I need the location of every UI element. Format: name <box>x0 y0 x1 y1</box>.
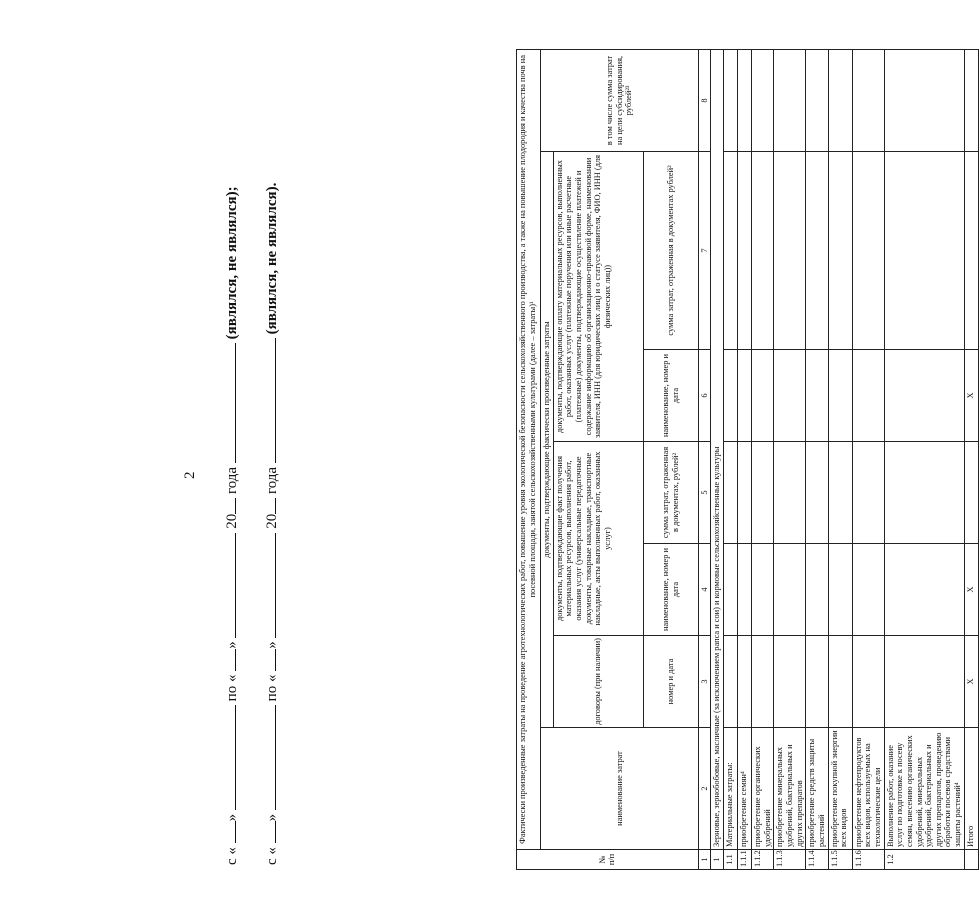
header-number-date: номер и дата <box>643 636 698 728</box>
year-blank <box>262 498 276 514</box>
month-blank <box>222 533 236 638</box>
row-cell <box>774 544 806 636</box>
row-cell <box>884 49 964 151</box>
year-word: года <box>264 466 280 495</box>
table-body <box>723 49 964 869</box>
table-row <box>852 49 884 869</box>
year-prefix: 20 <box>264 513 280 529</box>
row-cell <box>774 442 806 544</box>
row-cell <box>751 544 773 636</box>
year-word: года <box>224 466 240 495</box>
row-cell <box>852 442 884 544</box>
header-docs-receipt: документы, подтверждающие факт получения материальных ресурсов, выполнения работ, оказания услуг (универсальные передаточные документы, товарные накладные, транспортные накладные, акты выполненных работ, оказанных услуг) <box>553 442 643 636</box>
row-cell <box>723 636 737 728</box>
quote-close: » <box>264 813 280 822</box>
row-cell <box>723 442 737 544</box>
row-cell <box>884 544 964 636</box>
row-cell <box>806 544 828 636</box>
day-blank <box>222 821 236 843</box>
header-no: № п/п <box>517 850 699 870</box>
row-cell <box>737 442 751 544</box>
row-cell <box>806 152 828 350</box>
row-cell <box>828 442 852 544</box>
period-line-1 <box>222 186 241 865</box>
row-number: 1.1.2 <box>751 850 773 870</box>
row-name: Материальные затраты: <box>723 728 737 850</box>
row-cell <box>723 152 737 350</box>
day-blank <box>262 821 276 843</box>
header-docs-payment: документы, подтверждающие оплату материальных ресурсов, выполненных работ, оказанных услуг (платежные поручения или иные расчетные (платежные) документы, подтверждающие осуществление платежей и содержание информацию об организационно-правовой форме, наименовании заявителя, ИНН (для юридических лиц) и о статусе заявителя, ФИО, ИНН (для физических лиц)) <box>553 152 643 442</box>
table-row <box>723 49 737 869</box>
row-cell <box>806 442 828 544</box>
status-text: (являлся, не являлся). <box>264 182 280 335</box>
from-label: с « <box>224 847 240 865</box>
row-cell <box>723 544 737 636</box>
row-cell <box>737 49 751 151</box>
total-cell <box>964 152 978 350</box>
status-text: (являлся, не являлся); <box>224 186 240 340</box>
total-no <box>964 850 978 870</box>
section-no: 1 <box>711 850 724 870</box>
row-cell <box>737 544 751 636</box>
header-sum-costs: сумма затрат, отраженная в документах, рублей² <box>643 442 698 544</box>
quote-close: » <box>264 641 280 649</box>
table-row <box>806 49 828 869</box>
row-cell <box>852 636 884 728</box>
from-label: с « <box>264 847 280 865</box>
row-cell <box>806 350 828 442</box>
row-name: приобретение органических удобрений <box>751 728 773 850</box>
month-blank <box>222 705 236 810</box>
row-cell <box>884 636 964 728</box>
row-name: приобретение семян⁴ <box>737 728 751 850</box>
row-cell <box>723 49 737 151</box>
row-number: 1.1 <box>723 850 737 870</box>
year-prefix: 20 <box>224 513 240 529</box>
col-number: 7 <box>698 152 711 350</box>
header-incl-subsidy: в том числе сумма затрат на цели субсидирования, рублей²³ <box>541 49 699 151</box>
quote-close: » <box>224 813 240 822</box>
table-row <box>751 49 773 869</box>
header-main-title: Фактически произведенные затраты на проведение агротехнологических работ, повышение уровня экологической безопасности сельскохозяйственного производства, а также на повышение плодородия и качества почв на посевной площади, занятой сельскохозяйственными культурами (далее – затраты)¹ <box>517 49 541 849</box>
row-cell <box>852 49 884 151</box>
table-row <box>884 49 964 869</box>
row-cell <box>884 442 964 544</box>
row-cell <box>751 636 773 728</box>
costs-table <box>516 49 979 870</box>
row-cell <box>828 49 852 151</box>
row-number: 1.1.4 <box>806 850 828 870</box>
row-cell <box>884 152 964 350</box>
col-number: 6 <box>698 350 711 442</box>
total-cell <box>964 442 978 544</box>
total-cell: Х <box>964 350 978 442</box>
status-blank <box>222 343 236 463</box>
row-cell <box>723 350 737 442</box>
section-title: Зерновые, зернобобовые, масличные (за исключением рапса и сои) и кормовые сельскохозяйственные культуры <box>711 49 724 849</box>
period-line-2 <box>262 183 281 865</box>
col-number: 1 <box>698 850 711 870</box>
row-number: 1.2 <box>884 850 964 870</box>
section-row <box>711 49 724 869</box>
row-cell <box>828 152 852 350</box>
quote-close: » <box>224 641 240 649</box>
page-number: 2 <box>182 471 198 479</box>
row-cell <box>828 350 852 442</box>
table-row <box>737 49 751 869</box>
row-cell <box>751 152 773 350</box>
row-cell <box>774 152 806 350</box>
row-number: 1.1.6 <box>852 850 884 870</box>
year-blank <box>222 498 236 514</box>
row-cell <box>828 544 852 636</box>
header-name-of-costs: наименование затрат <box>541 728 699 850</box>
row-cell <box>884 350 964 442</box>
col-number: 3 <box>698 636 711 728</box>
total-cell <box>964 49 978 151</box>
row-cell <box>751 350 773 442</box>
row-cell <box>774 49 806 151</box>
row-cell <box>774 636 806 728</box>
row-cell <box>737 152 751 350</box>
month-blank <box>262 705 276 810</box>
row-cell <box>774 350 806 442</box>
row-cell <box>806 49 828 151</box>
table-row <box>828 49 852 869</box>
row-number: 1.1.5 <box>828 850 852 870</box>
col-number: 5 <box>698 442 711 544</box>
total-row <box>964 49 978 869</box>
total-cell: Х <box>964 544 978 636</box>
row-cell <box>737 350 751 442</box>
row-cell <box>737 636 751 728</box>
row-cell <box>828 636 852 728</box>
row-name: приобретение средств защиты растений <box>806 728 828 850</box>
month-blank <box>262 533 276 638</box>
col-number: 4 <box>698 544 711 636</box>
row-cell <box>751 442 773 544</box>
header-docs-actual: документы, подтверждающие фактически произведенные затраты <box>541 152 554 728</box>
header-name-number-date: наименование, номер и дата <box>643 544 698 636</box>
column-numbers-row <box>698 49 711 869</box>
row-number: 1.1.1 <box>737 850 751 870</box>
row-name: приобретение покупной энергии всех видов <box>828 728 852 850</box>
to-label: по « <box>264 674 280 702</box>
row-cell <box>751 49 773 151</box>
row-number: 1.1.3 <box>774 850 806 870</box>
table-row <box>774 49 806 869</box>
row-cell <box>852 152 884 350</box>
row-cell <box>852 544 884 636</box>
row-name: приобретение нефтепродуктов всех видов, используемых на технологические цели <box>852 728 884 850</box>
status-blank <box>262 338 276 463</box>
row-cell <box>852 350 884 442</box>
col-number: 8 <box>698 49 711 151</box>
day-blank <box>262 649 276 671</box>
header-name-number-date: наименование, номер и дата <box>643 350 698 442</box>
day-blank <box>222 649 236 671</box>
row-name: Выполнение работ, оказание услуг по подготовке к посеву семян, внесению органических удобрений, минеральных удобрений, бактериальных и других препаратов, проведению обработки посевов средствами защиты растений⁴ <box>884 728 964 850</box>
header-sum-costs: сумма затрат, отраженная в документах рублей² <box>643 152 698 350</box>
row-cell <box>806 636 828 728</box>
col-number: 2 <box>698 728 711 850</box>
total-label: Итого <box>964 728 978 850</box>
header-contracts: договоры (при наличии) <box>553 636 643 728</box>
total-cell: Х <box>964 636 978 728</box>
row-name: приобретение минеральных удобрений, бактериальных и других препаратов <box>774 728 806 850</box>
to-label: по « <box>224 674 240 702</box>
